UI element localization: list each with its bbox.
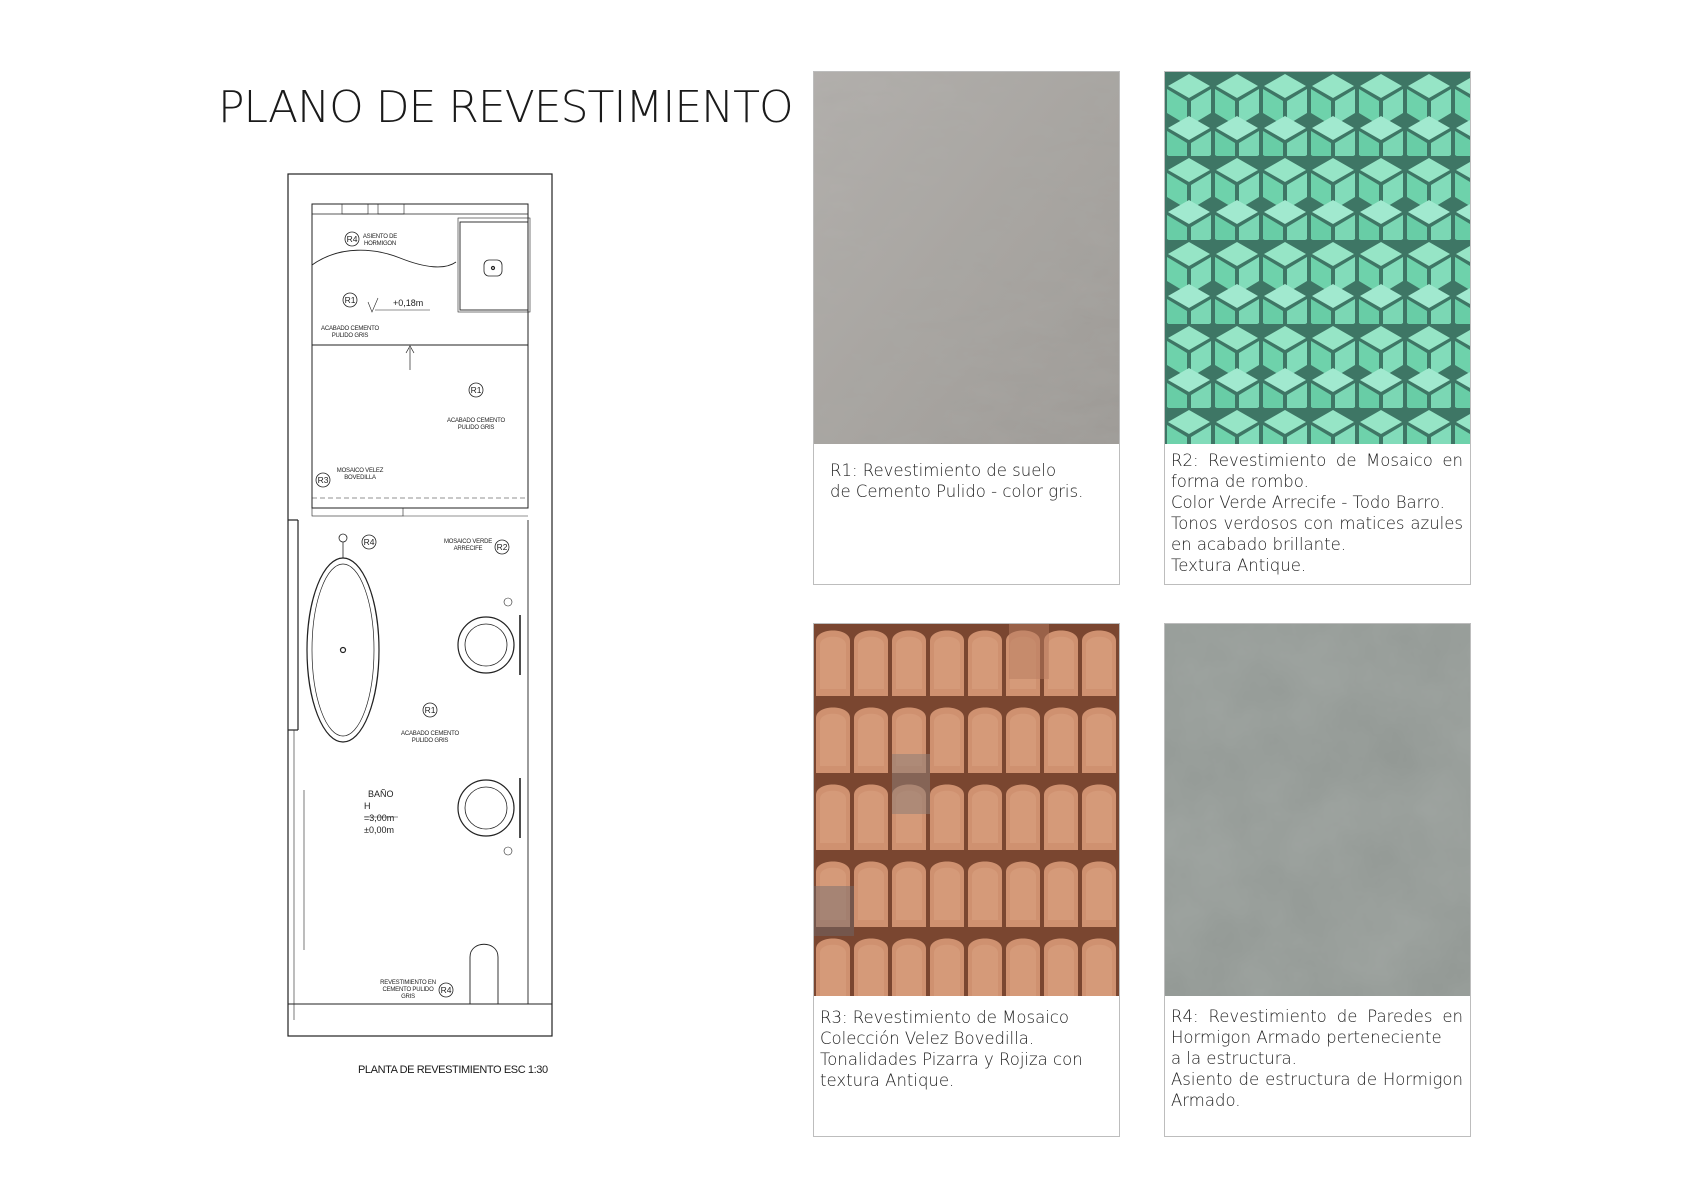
material-card-r1 xyxy=(813,71,1120,585)
material-caption-r2: R2: Revestimiento de Mosaico en forma de rombo. Color Verde Arrecife - Todo Barro. Tonos verdosos con matices azules en acabado brillante. Textura Antique. xyxy=(1171,451,1463,575)
green-rhombus-mosaic-texture xyxy=(1165,72,1470,444)
svg-text:CEMENTO PULIDO: CEMENTO PULIDO xyxy=(382,987,434,993)
plan-label-asiento: ASIENTO DE xyxy=(362,234,398,240)
plan-tag-r3: R3 xyxy=(317,475,329,485)
svg-text:ARRECIFE: ARRECIFE xyxy=(453,546,483,552)
polished-concrete-texture xyxy=(814,72,1119,444)
page-title: PLANO DE REVESTIMIENTO xyxy=(218,82,793,133)
plan-room-name: BAÑO xyxy=(368,789,394,799)
plan-label-acabado-mid: ACABADO CEMENTO xyxy=(447,418,505,424)
svg-text:BOVEDILLA: BOVEDILLA xyxy=(344,475,376,481)
plan-seat-curve xyxy=(312,250,456,267)
plan-label-mosaico-verde: MOSAICO VERDE xyxy=(443,539,493,545)
material-caption-r3: R3: Revestimiento de Mosaico Colección Velez Bovedilla. Tonalidades Pizarra y Rojiza con textura Antique. xyxy=(820,1008,1083,1090)
plan-shower xyxy=(460,222,528,310)
reinforced-concrete-texture xyxy=(1165,624,1470,996)
material-caption-r1: R1: Revestimiento de suelo de Cemento Pulido - color gris. xyxy=(830,461,1084,501)
plan-tag-r1-bath: R1 xyxy=(424,705,436,715)
svg-text:PULIDO GRIS: PULIDO GRIS xyxy=(331,333,369,339)
material-card-r2 xyxy=(1164,71,1471,585)
svg-text:GRIS: GRIS xyxy=(401,994,415,1000)
plan-label-revestimiento: REVESTIMIENTO EN xyxy=(380,980,436,986)
floor-plan-drawing xyxy=(280,170,570,1050)
svg-text:HORMIGON: HORMIGON xyxy=(363,241,397,247)
plan-tag-r1-mid: R1 xyxy=(470,385,482,395)
plan-tag-r1-upper: R1 xyxy=(344,295,356,305)
material-caption-r4: R4: Revestimiento de Paredes en Hormigon Armado perteneciente a la estructura. Asiento de estructura de Hormigon Armado. xyxy=(1171,1007,1463,1110)
plan-bathtub xyxy=(307,558,379,742)
plan-tag-r4-bath: R4 xyxy=(363,537,375,547)
plan-upper-room xyxy=(312,204,528,508)
plan-room-level: ±0,00m xyxy=(364,825,394,835)
material-card-r4 xyxy=(1164,623,1471,1137)
plan-tag-r4-top: R4 xyxy=(346,234,358,244)
plan-level-mark: +0,18m xyxy=(393,298,424,308)
plan-label-acabado-upper: ACABADO CEMENTO xyxy=(321,326,379,332)
svg-text:H: H xyxy=(364,801,371,811)
material-card-r3 xyxy=(813,623,1120,1137)
plan-toilet xyxy=(470,944,498,1004)
plan-sink-upper xyxy=(458,617,514,673)
plan-tag-r4-bottom: R4 xyxy=(440,985,452,995)
plan-label-mosaico-velez: MOSAICO VELEZ xyxy=(336,468,384,474)
plan-sink-lower xyxy=(458,780,514,836)
svg-text:PULIDO GRIS: PULIDO GRIS xyxy=(411,738,449,744)
plan-label-acabado-bath: ACABADO CEMENTO xyxy=(401,731,459,737)
plan-room-height: =3,00m xyxy=(364,813,395,823)
plan-tag-r2: R2 xyxy=(496,542,508,552)
svg-text:PULIDO GRIS: PULIDO GRIS xyxy=(457,425,495,431)
terracotta-arch-tile-texture xyxy=(814,624,1119,996)
plan-caption: PLANTA DE REVESTIMIENTO ESC 1:30 xyxy=(358,1064,548,1076)
